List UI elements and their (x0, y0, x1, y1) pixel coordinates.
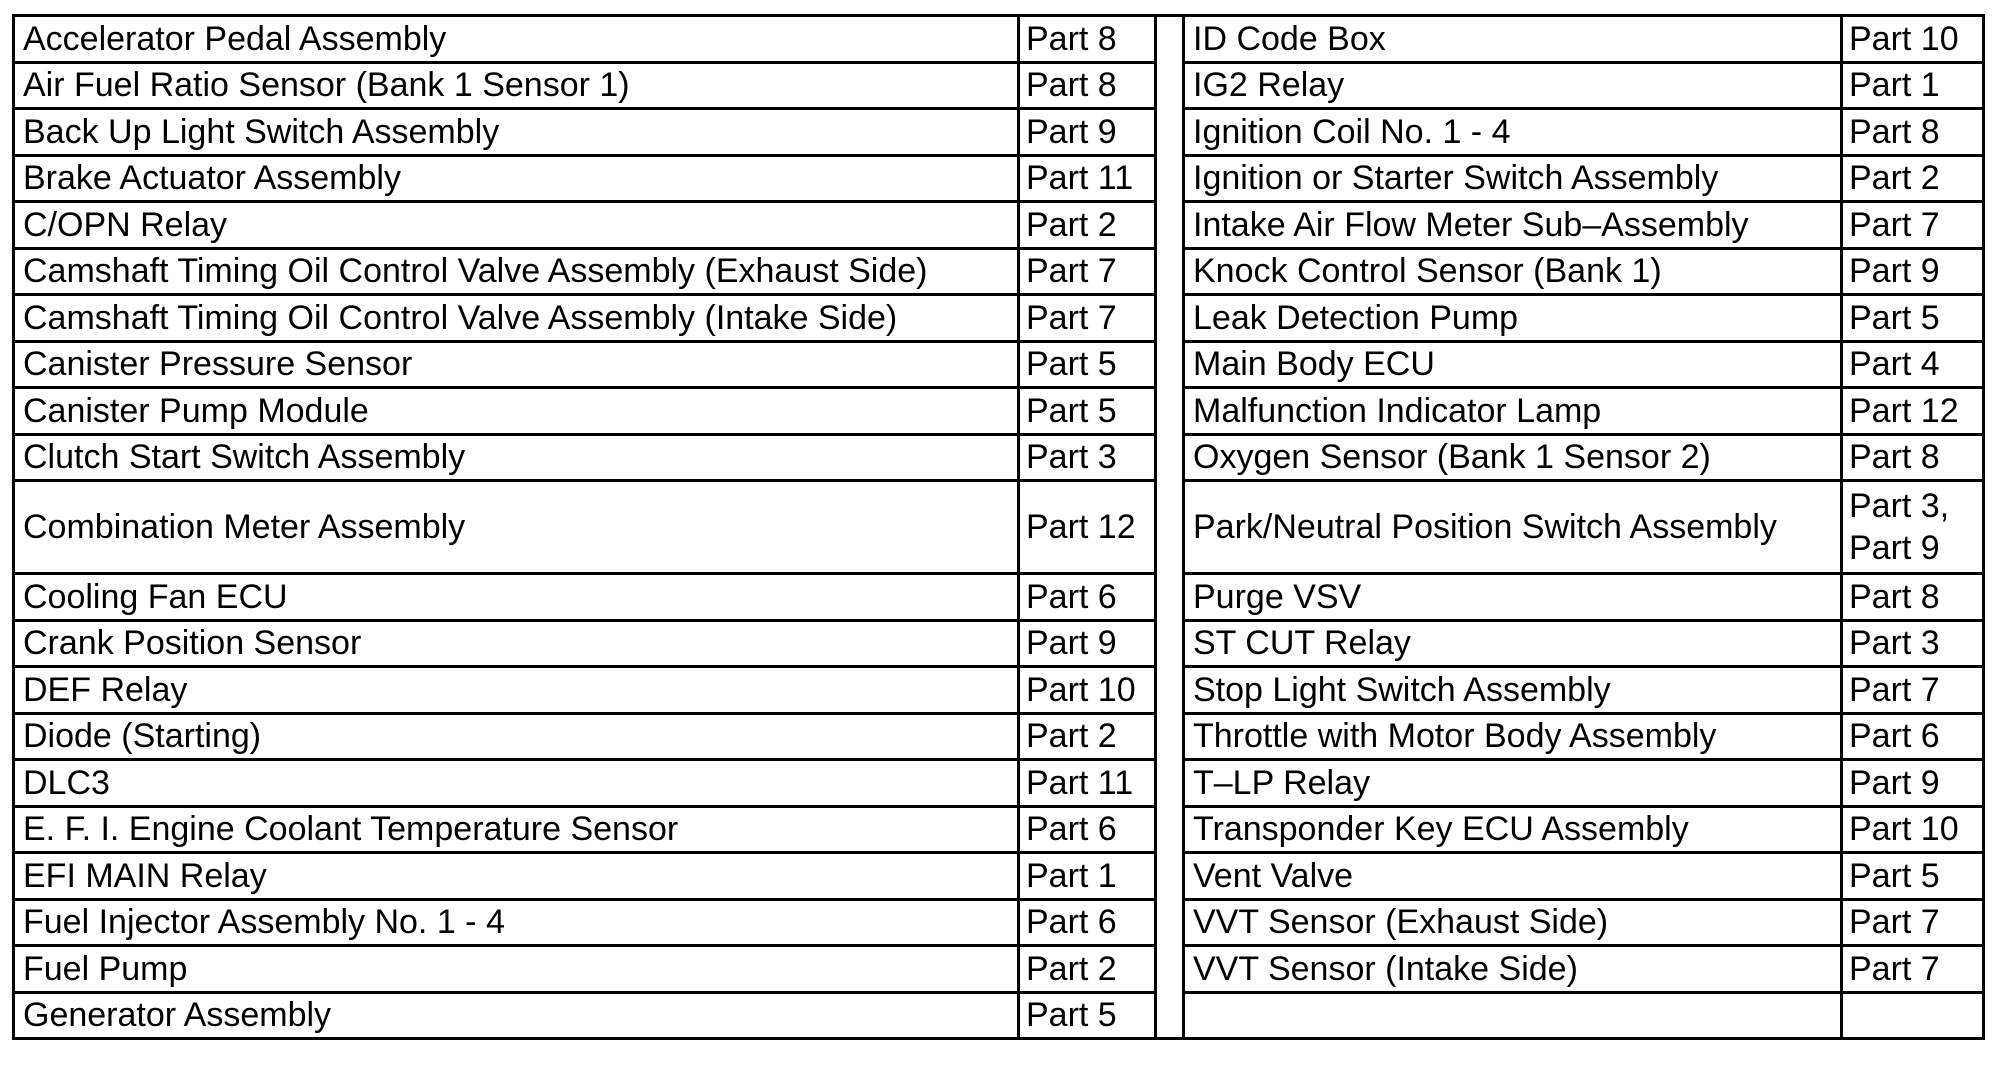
part-ref-cell: Part 5 (1019, 388, 1156, 435)
table-row (14, 388, 1984, 435)
component-name-cell: Camshaft Timing Oil Control Valve Assembly (Exhaust Side) (14, 248, 1019, 295)
component-name-cell: Stop Light Switch Assembly (1184, 667, 1842, 714)
table-row (14, 760, 1984, 807)
component-name-cell: Brake Actuator Assembly (14, 155, 1019, 202)
part-ref-cell: Part 8 (1019, 16, 1156, 63)
part-ref-cell: Part 2 (1019, 202, 1156, 249)
component-name-cell: Accelerator Pedal Assembly (14, 16, 1019, 63)
part-ref-cell: Part 7 (1842, 946, 1984, 993)
component-name-cell: VVT Sensor (Intake Side) (1184, 946, 1842, 993)
component-name-cell: Park/Neutral Position Switch Assembly (1184, 481, 1842, 574)
component-name-cell: Camshaft Timing Oil Control Valve Assembly (Intake Side) (14, 295, 1019, 342)
table-row (14, 481, 1984, 574)
table-row (14, 853, 1984, 900)
table-row (14, 574, 1984, 621)
component-name-cell: Transponder Key ECU Assembly (1184, 806, 1842, 853)
part-ref-line: Part 9 (1849, 529, 1940, 567)
component-name-cell: Throttle with Motor Body Assembly (1184, 713, 1842, 760)
part-ref-cell: Part 4 (1842, 341, 1984, 388)
part-ref-cell: Part 11 (1019, 155, 1156, 202)
column-divider (1156, 16, 1184, 1039)
part-ref-line: Part 3, (1849, 487, 1950, 525)
part-ref-cell: Part 5 (1019, 341, 1156, 388)
component-name-cell: E. F. I. Engine Coolant Temperature Sensor (14, 806, 1019, 853)
part-ref-cell: Part 7 (1842, 202, 1984, 249)
component-name-cell: Generator Assembly (14, 992, 1019, 1039)
part-ref-cell: Part 9 (1019, 620, 1156, 667)
part-ref-cell: Part 10 (1842, 806, 1984, 853)
component-name-cell: Crank Position Sensor (14, 620, 1019, 667)
part-ref-cell: Part 3 (1019, 434, 1156, 481)
component-name-cell: Intake Air Flow Meter Sub–Assembly (1184, 202, 1842, 249)
component-name-cell: Combination Meter Assembly (14, 481, 1019, 574)
table-row (14, 155, 1984, 202)
part-ref-cell: Part 10 (1019, 667, 1156, 714)
component-name-cell: C/OPN Relay (14, 202, 1019, 249)
table-row (14, 62, 1984, 109)
part-ref-cell: Part 12 (1019, 481, 1156, 574)
component-name-cell: Canister Pressure Sensor (14, 341, 1019, 388)
component-name-cell: Oxygen Sensor (Bank 1 Sensor 2) (1184, 434, 1842, 481)
part-ref-cell: Part 7 (1842, 667, 1984, 714)
component-name-cell: Diode (Starting) (14, 713, 1019, 760)
part-ref-cell: Part 9 (1842, 248, 1984, 295)
part-ref-cell: Part 9 (1842, 760, 1984, 807)
component-name-cell: Canister Pump Module (14, 388, 1019, 435)
table-row (14, 434, 1984, 481)
part-ref-cell: Part 6 (1019, 806, 1156, 853)
component-name-cell: Main Body ECU (1184, 341, 1842, 388)
part-ref-cell: Part 6 (1019, 899, 1156, 946)
part-ref-cell: Part 12 (1842, 388, 1984, 435)
component-name-cell: Leak Detection Pump (1184, 295, 1842, 342)
component-name-cell: DLC3 (14, 760, 1019, 807)
table-row (14, 109, 1984, 156)
component-name-cell: DEF Relay (14, 667, 1019, 714)
part-ref-cell: Part 7 (1019, 295, 1156, 342)
part-ref-cell: Part 5 (1019, 992, 1156, 1039)
component-name-cell: VVT Sensor (Exhaust Side) (1184, 899, 1842, 946)
component-name-cell: Purge VSV (1184, 574, 1842, 621)
part-ref-cell: Part 8 (1842, 434, 1984, 481)
table-row (14, 620, 1984, 667)
part-ref-cell: Part 10 (1842, 16, 1984, 63)
component-name-cell: Vent Valve (1184, 853, 1842, 900)
part-ref-cell: Part 11 (1019, 760, 1156, 807)
table-row (14, 806, 1984, 853)
component-name-cell: Malfunction Indicator Lamp (1184, 388, 1842, 435)
empty-cell (1842, 992, 1984, 1039)
component-name-cell: Air Fuel Ratio Sensor (Bank 1 Sensor 1) (14, 62, 1019, 109)
table-row (14, 202, 1984, 249)
part-ref-cell: Part 1 (1842, 62, 1984, 109)
part-ref-cell: Part 7 (1019, 248, 1156, 295)
part-ref-cell: Part 5 (1842, 853, 1984, 900)
component-name-cell: Knock Control Sensor (Bank 1) (1184, 248, 1842, 295)
part-ref-cell: Part 7 (1842, 899, 1984, 946)
part-ref-cell: Part 6 (1842, 713, 1984, 760)
part-ref-cell: Part 2 (1019, 946, 1156, 993)
table-row (14, 899, 1984, 946)
component-name-cell: Cooling Fan ECU (14, 574, 1019, 621)
component-name-cell: Ignition or Starter Switch Assembly (1184, 155, 1842, 202)
part-ref-cell (1842, 481, 1984, 574)
part-ref-cell: Part 2 (1019, 713, 1156, 760)
table-row (14, 713, 1984, 760)
table-row (14, 992, 1984, 1039)
part-ref-cell: Part 8 (1842, 574, 1984, 621)
part-ref-cell: Part 1 (1019, 853, 1156, 900)
part-ref-cell: Part 6 (1019, 574, 1156, 621)
component-name-cell: ST CUT Relay (1184, 620, 1842, 667)
table-row (14, 248, 1984, 295)
component-name-cell: Fuel Pump (14, 946, 1019, 993)
table-row (14, 295, 1984, 342)
part-ref-cell: Part 3 (1842, 620, 1984, 667)
component-name-cell: ID Code Box (1184, 16, 1842, 63)
component-name-cell: T–LP Relay (1184, 760, 1842, 807)
part-ref-cell: Part 9 (1019, 109, 1156, 156)
component-name-cell: EFI MAIN Relay (14, 853, 1019, 900)
table-row (14, 946, 1984, 993)
component-name-cell: Fuel Injector Assembly No. 1 - 4 (14, 899, 1019, 946)
table-row (14, 341, 1984, 388)
part-ref-cell: Part 5 (1842, 295, 1984, 342)
component-name-cell: Back Up Light Switch Assembly (14, 109, 1019, 156)
table-row (14, 16, 1984, 63)
part-ref-cell: Part 8 (1019, 62, 1156, 109)
empty-cell (1184, 992, 1842, 1039)
table-row (14, 667, 1984, 714)
component-name-cell: Clutch Start Switch Assembly (14, 434, 1019, 481)
part-ref-cell: Part 2 (1842, 155, 1984, 202)
component-name-cell: IG2 Relay (1184, 62, 1842, 109)
part-ref-cell: Part 8 (1842, 109, 1984, 156)
component-name-cell: Ignition Coil No. 1 - 4 (1184, 109, 1842, 156)
parts-location-table (12, 14, 1985, 1040)
